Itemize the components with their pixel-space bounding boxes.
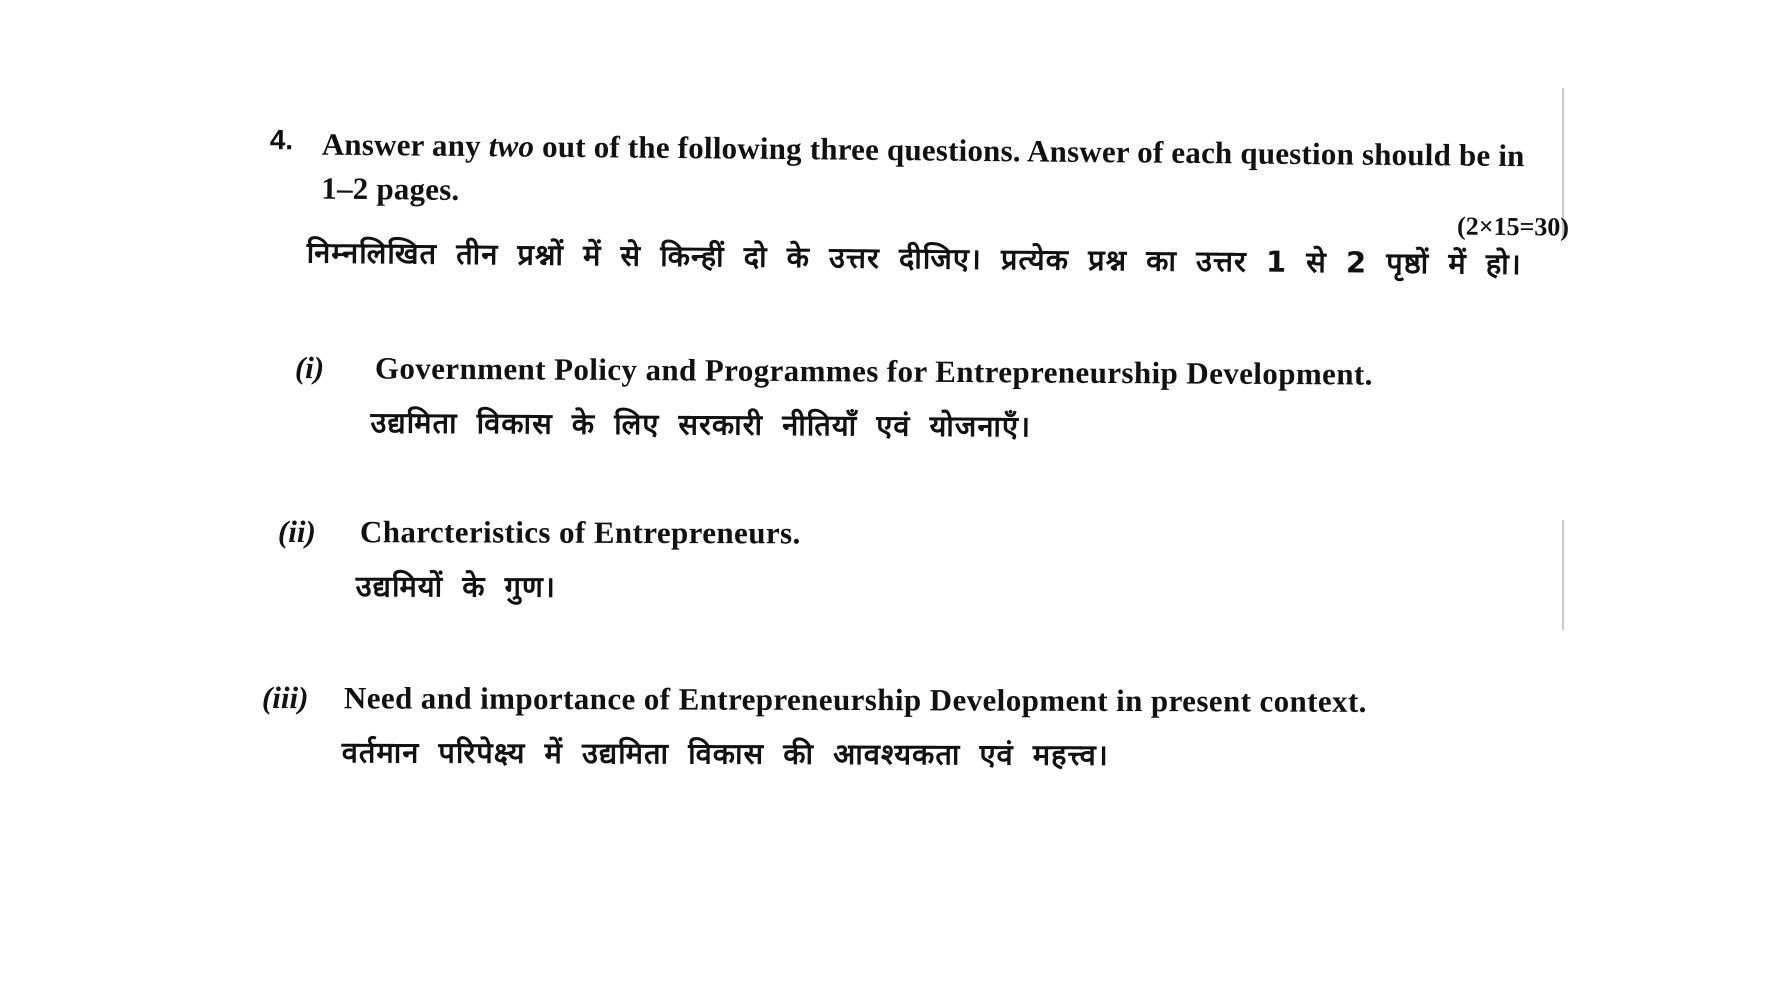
sub-question-english: Government Policy and Programmes for Entrepreneurship Development. bbox=[374, 350, 1373, 392]
sub-question-hindi: उद्यमिता विकास के लिए सरकारी नीतियाँ एवं योजनाएँ। bbox=[370, 405, 1032, 444]
sub-question-hindi: वर्तमान परिपेक्ष्य में उद्यमिता विकास की आवश्यकता एवं महत्त्व। bbox=[341, 735, 1109, 772]
question-number: 4. bbox=[269, 124, 294, 156]
sub-question-label: (i) bbox=[294, 350, 325, 386]
instruction-emphasis: two bbox=[488, 128, 535, 164]
margin-rule-mid bbox=[1562, 520, 1564, 630]
sub-question-hindi: उद्यमियों के गुण। bbox=[355, 569, 556, 604]
sub-question-label: (iii) bbox=[261, 680, 309, 716]
sub-question-english: Charcteristics of Entrepreneurs. bbox=[359, 514, 801, 551]
instruction-text-part1: Answer any bbox=[321, 126, 489, 164]
question-instruction-english bbox=[321, 123, 1562, 223]
instruction-text-part2: out of the following three questions. Answer of each question should be in 1–2 pages. bbox=[321, 128, 1525, 207]
sub-question-english: Need and importance of Entrepreneurship Development in present context. bbox=[343, 680, 1367, 719]
marks-allocation: (2×15=30) bbox=[1456, 211, 1570, 242]
question-4 bbox=[260, 122, 1570, 282]
sub-question-label: (ii) bbox=[277, 514, 316, 550]
question-instruction-hindi: निम्नलिखित तीन प्रश्नों में से किन्हीं दो के उत्तर दीजिए। प्रत्येक प्रश्न का उत्तर 1 से 2 पृष्ठों में हो। bbox=[306, 235, 1522, 282]
